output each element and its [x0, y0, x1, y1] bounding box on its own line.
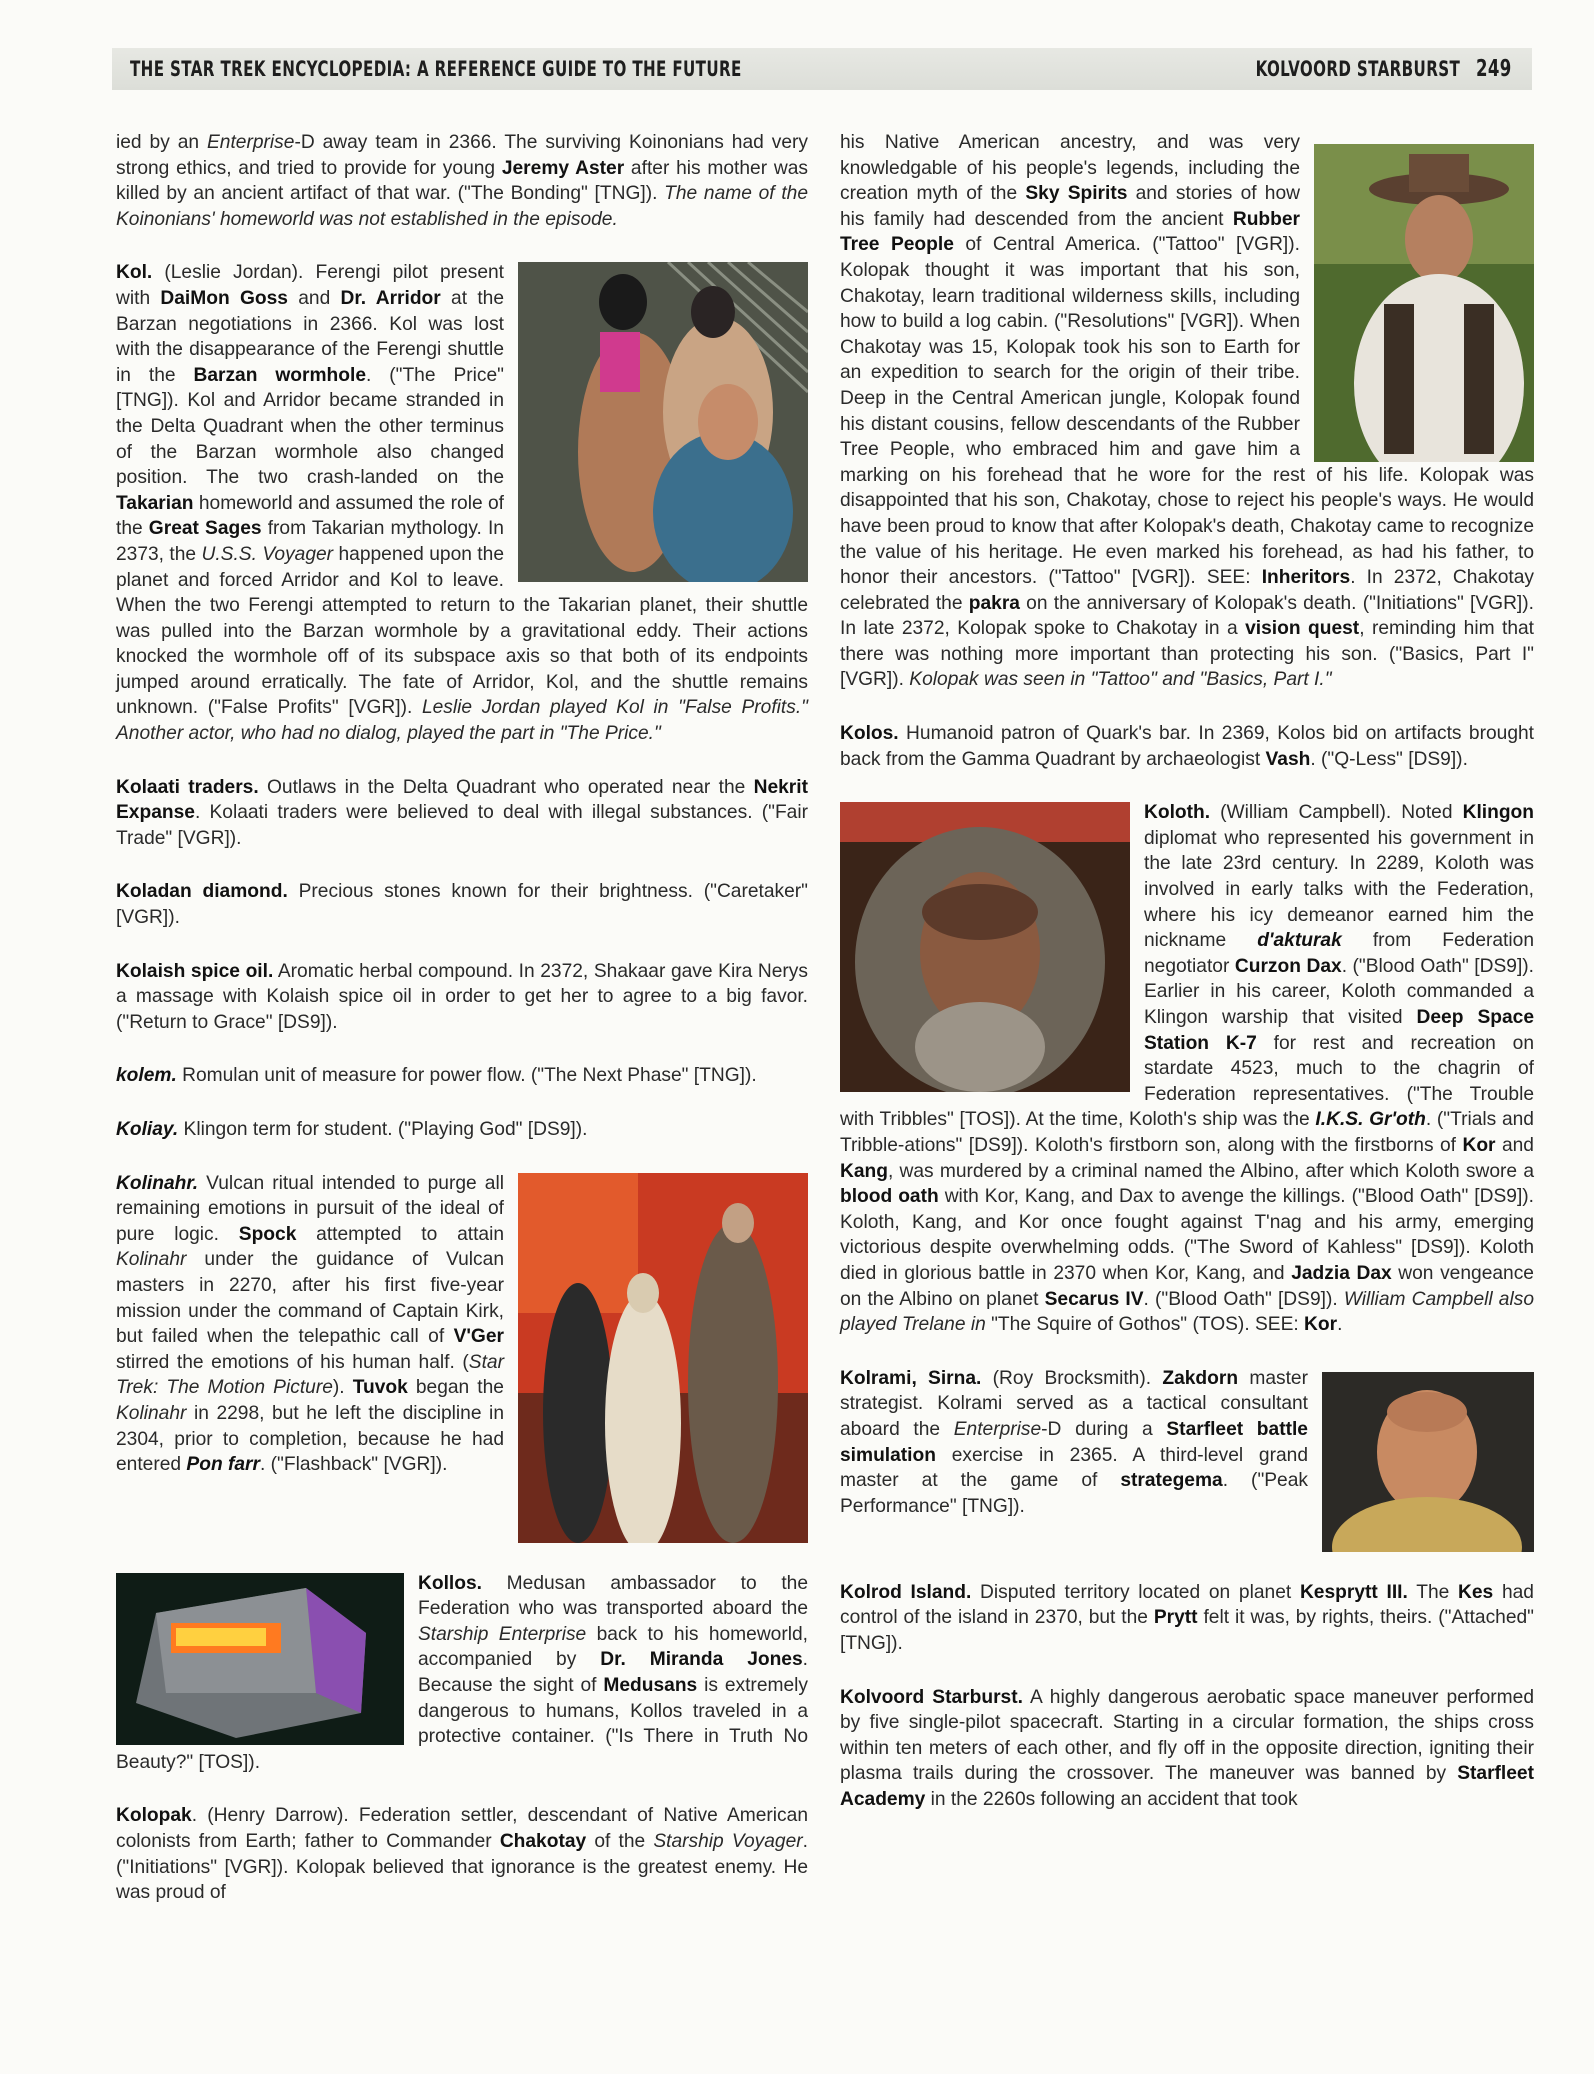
photo-koloth-klingon — [840, 802, 1130, 1092]
entry-kollos: Kollos. Medusan ambassador to the Federation who was transported aboard the Starship Enterprise back to his homeworld, accompanied by Dr. Miranda Jones. Because the sight of Medusans is extremely dangerous to humans, Kollos traveled in a protective container. ("Is There in Truth No Beauty?" [TOS]). — [116, 1572, 809, 1773]
entry-kolvoord-starburst: Kolvoord Starburst. A highly dangerous aerobatic space maneuver performed by five single-pilot spacecraft. Starting in a circular formation, the ships cross within ten meters of each other, and fly off in the opposite direction, igniting their plasma trails during the crossover. The maneuver was banned by Starfleet Academy in the 2260s following an accident that took — [840, 1686, 1534, 1810]
entry-kolinahr: Kolinahr. Vulcan ritual intended to purge all remaining emotions in pursuit of the ideal of pure logic. Spock attempted to attain Kolinahr under the guidance of Vulcan masters in 2270, after his first five-year mission under the command of Captain Kirk, but failed when the telepathic call of V'Ger stirred the emotions of his human half. (Star Trek: The Motion Picture). Tuvok began the Kolinahr in 2298, but he left the discipline in 2304, prior to completion, because he had entered Pon farr. ("Flashback" [VGR]). — [116, 1171, 808, 1543]
entry-koinonians-continued: ied by an Enterprise-D away team in 2366. The surviving Koinonians had very strong ethics, and tried to provide for young Jeremy Aster after his mother was killed by an ancient artifact of that war. ("The Bonding" [TNG]). The name of the Koinonians' homeworld was not established in the episode. — [116, 132, 808, 230]
entry-kol: Kol. (Leslie Jordan). Ferengi pilot present with DaiMon Goss and Dr. Arridor at the Barzan negotiations in 2366. Kol was lost with the disappearance of the Ferengi shuttle in the Barzan wormhole. ("The Price" [TNG]). Kol and Arridor became stranded in the Delta Quadrant when the other terminus of the Barzan wormhole also changed position. The two crash-landed on the Takarian homeworld and assumed the role of the Great Sages from Takarian mythology. In 2373, the U.S.S. Voyager happened upon the planet and forced Arridor and Kol to leave. When the two Ferengi attempted to return to the Takarian planet, their shuttle was pulled into the Barzan wormhole by a gravitational eddy. Their actions knocked the wormhole off of its subspace axis so that both of its endpoints jumped around erratically. The fate of Arridor, Kol, and the shuttle remains unknown. ("False Profits" [VGR]). Leslie Jordan played Kol in "False Profits." Another actor, who had no dialog, played the part in "The Price." — [116, 262, 808, 745]
entry-kolopak: Kolopak. (Henry Darrow). Federation settler, descendant of Native American colonists from Earth; father to Commander Chakotay of the Starship Voyager. ("Initiations" [VGR]). Kolopak believed that ignorance is the greatest enemy. He was proud of — [116, 1805, 808, 1904]
entry-koloth: Koloth. (William Campbell). Noted Klingon diplomat who represented his government in the late 23rd century. In 2289, Koloth was involved in early talks with the Federation, where his icy demeanor earned him the nickname d'akturak from Federation negotiator Curzon Dax. ("Blood Oath" [DS9]). Earlier in his career, Koloth commanded a Klingon warship that visited Deep Space Station K-7 for rest and recreation on stardate 4523, much to the chagrin of Federation representatives. ("The Trouble with Tribbles" [TOS]). At the time, Koloth's ship was the I.K.S. Gr'oth. ("Trials and Tribble-ations" [DS9]). Koloth's firstborn son, along with the firstborns of Kor and Kang, was murdered by a criminal named the Albino, after which Koloth swore a blood oath with Kor, Kang, and Dax to avenge the killings. ("Blood Oath" [DS9]). Koloth, Kang, and Kor once fought against T'nag and his army, emerging victorious despite overwhelming odds. ("The Sword of Kahless" [DS9]). Koloth died in glorious battle in 2370 when Kor, Kang, and Jadzia Dax won vengeance on the Albino on planet Secarus IV. ("Blood Oath" [DS9]). William Campbell also played Trelane in "The Squire of Gothos" (TOS). SEE: Kor. — [840, 802, 1534, 1336]
entry-kolaati-traders: Kolaati traders. Outlaws in the Delta Quadrant who operated near the Nekrit Expanse. Kolaati traders were believed to deal with illegal substances. ("Fair Trade" [VGR]). — [116, 776, 808, 849]
right-column — [840, 130, 1534, 1840]
photo-kol-ferengi — [518, 262, 808, 582]
entry-kolopak-continued: his Native American ancestry, and was very knowledgable of his people's legends, including the creation myth of the Sky Spirits and stories of how his family had descended from the ancient Rubber Tree People of Central America. ("Tattoo" [VGR]). Kolopak thought it was important that his son, Chakotay, learn traditional wilderness skills, including how to build a log cabin. ("Resolutions" [VGR]). When Chakotay was 15, Kolopak took his son to Earth for an expedition to search for the origin of their tribe. Deep in the Central American jungle, Kolopak found his distant cousins, fellow descendants of the Rubber Tree People, who embraced him and gave him a marking on his forehead that he wore for the rest of his life. Kolopak was disappointed that his son, Chakotay, chose to reject his people's ways. He would have been proud to know that after Kolopak's death, Chakotay came to recognize the value of his heritage. He even marked his forehead, as had his father, to honor their ancestors. ("Tattoo" [VGR]). SEE: Inheritors. In 2372, Chakotay celebrated the pakra on the anniversary of Kolopak's death. ("Initiations" [VGR]). In late 2372, Kolopak spoke to Chakotay in a vision quest, reminding him that there was nothing more important than protecting his son. ("Basics, Part I" [VGR]). Kolopak was seen in "Tattoo" and "Basics, Part I." — [840, 132, 1535, 691]
book-title: THE STAR TREK ENCYCLOPEDIA: A REFERENCE GUIDE TO THE FUTURE — [130, 57, 742, 81]
entry-koladan-diamond: Koladan diamond. Precious stones known for their brightness. ("Caretaker" [VGR]). — [116, 881, 808, 929]
production-note: Leslie Jordan played Kol in "False Profits." Another actor, who had no dialog, played the part in "The Price." — [116, 697, 808, 745]
production-note: Kolopak was seen in "Tattoo" and "Basics, Part I." — [909, 669, 1332, 691]
entry-koliay: Koliay. Klingon term for student. ("Playing God" [DS9]). — [116, 1119, 588, 1140]
running-head — [1256, 56, 1512, 82]
running-head-entry: KOLVOORD STARBURST — [1255, 57, 1461, 81]
page-number: 249 — [1476, 56, 1512, 82]
left-column — [116, 130, 808, 1934]
photo-kollos-container — [116, 1573, 404, 1745]
entry-kolem: kolem. Romulan unit of measure for power flow. ("The Next Phase" [TNG]). — [116, 1065, 757, 1087]
entry-kolaish-spice-oil: Kolaish spice oil. Aromatic herbal compound. In 2372, Shakaar gave Kira Nerys a massage with Kolaish spice oil in order to get her to agree to a big favor. ("Return to Grace" [DS9]). — [116, 960, 808, 1033]
entry-kolrod-island: Kolrod Island. Disputed territory located on planet Kesprytt III. The Kes had control of the island in 2370, but the Prytt felt it was, by rights, theirs. ("Attached" [TNG]). — [840, 1581, 1534, 1654]
entry-kolrami: Kolrami, Sirna. (Roy Brocksmith). Zakdorn master strategist. Kolrami served as a tactical consultant aboard the Enterprise-D during a Starfleet battle simulation exercise in 2365. A third-level grand master at the game of strategema. ("Peak Performance" [TNG]). — [840, 1366, 1534, 1552]
photo-kolopak — [1314, 144, 1534, 462]
production-note: William Campbell also played Trelane in — [840, 1288, 1534, 1336]
photo-kolinahr-vulcans — [518, 1173, 808, 1543]
running-header — [112, 48, 1532, 90]
entry-kolos: Kolos. Humanoid patron of Quark's bar. In 2369, Kolos bid on artifacts brought back from the Gamma Quadrant by archaeologist Vash. ("Q-Less" [DS9]). — [840, 723, 1534, 770]
production-note: The name of the Koinonians' homeworld was not established in the episode. — [116, 183, 808, 230]
photo-kolrami-zakdorn — [1322, 1372, 1534, 1552]
